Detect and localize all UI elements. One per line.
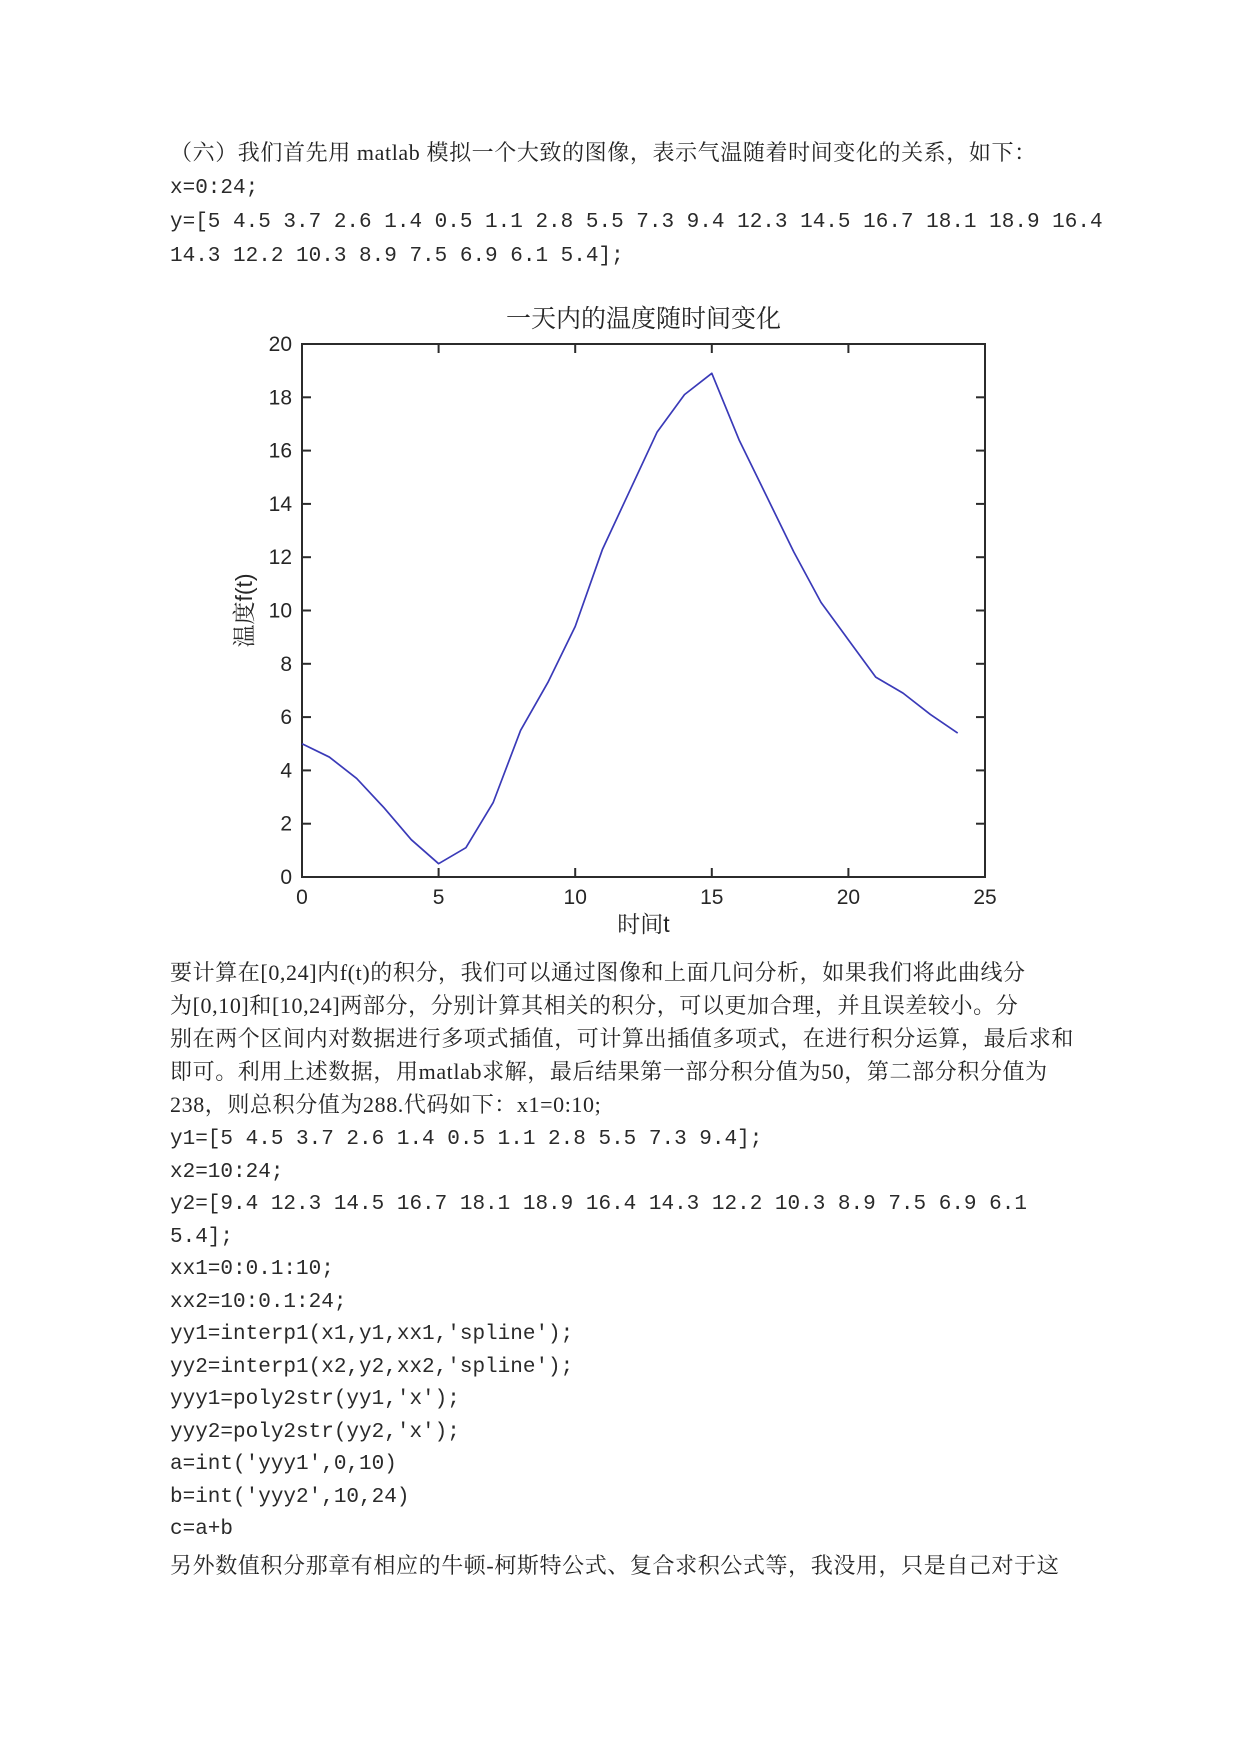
x-tick-label: 20 — [836, 886, 861, 909]
y-tick-label: 8 — [280, 652, 292, 676]
y-tick-label: 18 — [268, 386, 292, 410]
x-tick-label: 10 — [563, 886, 587, 909]
code-line: yy2=interp1(x2,y2,xx2,'spline'); — [170, 1355, 574, 1379]
intro-code-block — [170, 172, 1103, 274]
code-line: 14.3 12.2 10.3 8.9 7.5 6.9 6.1 5.4]; — [170, 245, 624, 268]
y-tick-label: 20 — [268, 333, 292, 356]
code-line: b=int('yyy2',10,24) — [170, 1485, 410, 1509]
x-tick-label: 15 — [700, 886, 724, 909]
y-tick-label: 10 — [268, 599, 292, 623]
closing-paragraph: 另外数值积分那章有相应的牛顿-柯斯特公式、复合求积公式等，我没用，只是自己对于这 — [170, 1553, 1060, 1578]
analysis-paragraph — [170, 956, 1100, 1121]
plot-box — [302, 344, 985, 877]
y-tick-label: 6 — [280, 706, 292, 730]
y-tick-label: 0 — [280, 866, 292, 889]
code-line: yy1=interp1(x1,y1,xx1,'spline'); — [170, 1323, 574, 1346]
temperature-chart — [230, 282, 1010, 942]
x-tick-label: 5 — [432, 886, 445, 909]
y-tick-label: 16 — [268, 439, 292, 463]
analysis-line: 238，则总积分值为288.代码如下：x1=0:10; — [170, 1092, 602, 1117]
temperature-figure — [230, 282, 1010, 942]
analysis-line: 要计算在[0,24]内f(t)的积分，我们可以通过图像和上面几问分析，如果我们将此曲线分 — [170, 960, 1026, 985]
code-line: y1=[5 4.5 3.7 2.6 1.4 0.5 1.1 2.8 5.5 7.3 9.4]; — [170, 1128, 763, 1151]
code-line: y2=[9.4 12.3 14.5 16.7 18.1 18.9 16.4 14.3 12.2 10.3 8.9 7.5 6.9 6.1 — [170, 1193, 1027, 1216]
chart-title: 一天内的温度随时间变化 — [505, 305, 782, 333]
temperature-line — [302, 373, 958, 863]
y-tick-label: 4 — [280, 759, 292, 783]
code-line: c=a+b — [170, 1518, 234, 1541]
analysis-line: 为[0,10]和[10,24]两部分，分别计算其相关的积分，可以更加合理，并且误差较小。分 — [170, 993, 1019, 1018]
code-line: xx2=10:0.1:24; — [170, 1290, 347, 1314]
intro-section — [170, 134, 1103, 274]
code-line: xx1=0:0.1:10; — [170, 1258, 334, 1281]
x-axis-label: 时间t — [617, 911, 670, 937]
x-tick-label: 0 — [296, 886, 308, 909]
analysis-line: 别在两个区间内对数据进行多项式插值，可计算出插值多项式，在进行积分运算，最后求和 — [170, 1026, 1075, 1051]
y-axis-label: 温度f(t) — [231, 573, 257, 648]
y-tick-label: 2 — [280, 812, 292, 836]
matlab-code-block — [170, 1124, 1100, 1547]
y-tick-label: 12 — [268, 546, 292, 570]
code-line: yyy1=poly2str(yy1,'x'); — [170, 1388, 460, 1411]
y-tick-label: 14 — [268, 492, 292, 516]
code-line: y=[5 4.5 3.7 2.6 1.4 0.5 1.1 2.8 5.5 7.3 9.4 12.3 14.5 16.7 18.1 18.9 16.4 — [170, 211, 1103, 234]
analysis-line: 即可。利用上述数据，用matlab求解，最后结果第一部分积分值为50，第二部分积分值为 — [170, 1059, 1048, 1084]
code-line: 5.4]; — [170, 1225, 234, 1249]
code-line: yyy2=poly2str(yy2,'x'); — [170, 1420, 460, 1444]
x-tick-label: 25 — [973, 886, 997, 909]
code-line: a=int('yyy1',0,10) — [170, 1453, 397, 1476]
intro-paragraph: （六）我们首先用 matlab 模拟一个大致的图像，表示气温随着时间变化的关系，如下： — [170, 140, 1037, 165]
code-line: x2=10:24; — [170, 1160, 284, 1184]
code-line: x=0:24; — [170, 177, 259, 200]
